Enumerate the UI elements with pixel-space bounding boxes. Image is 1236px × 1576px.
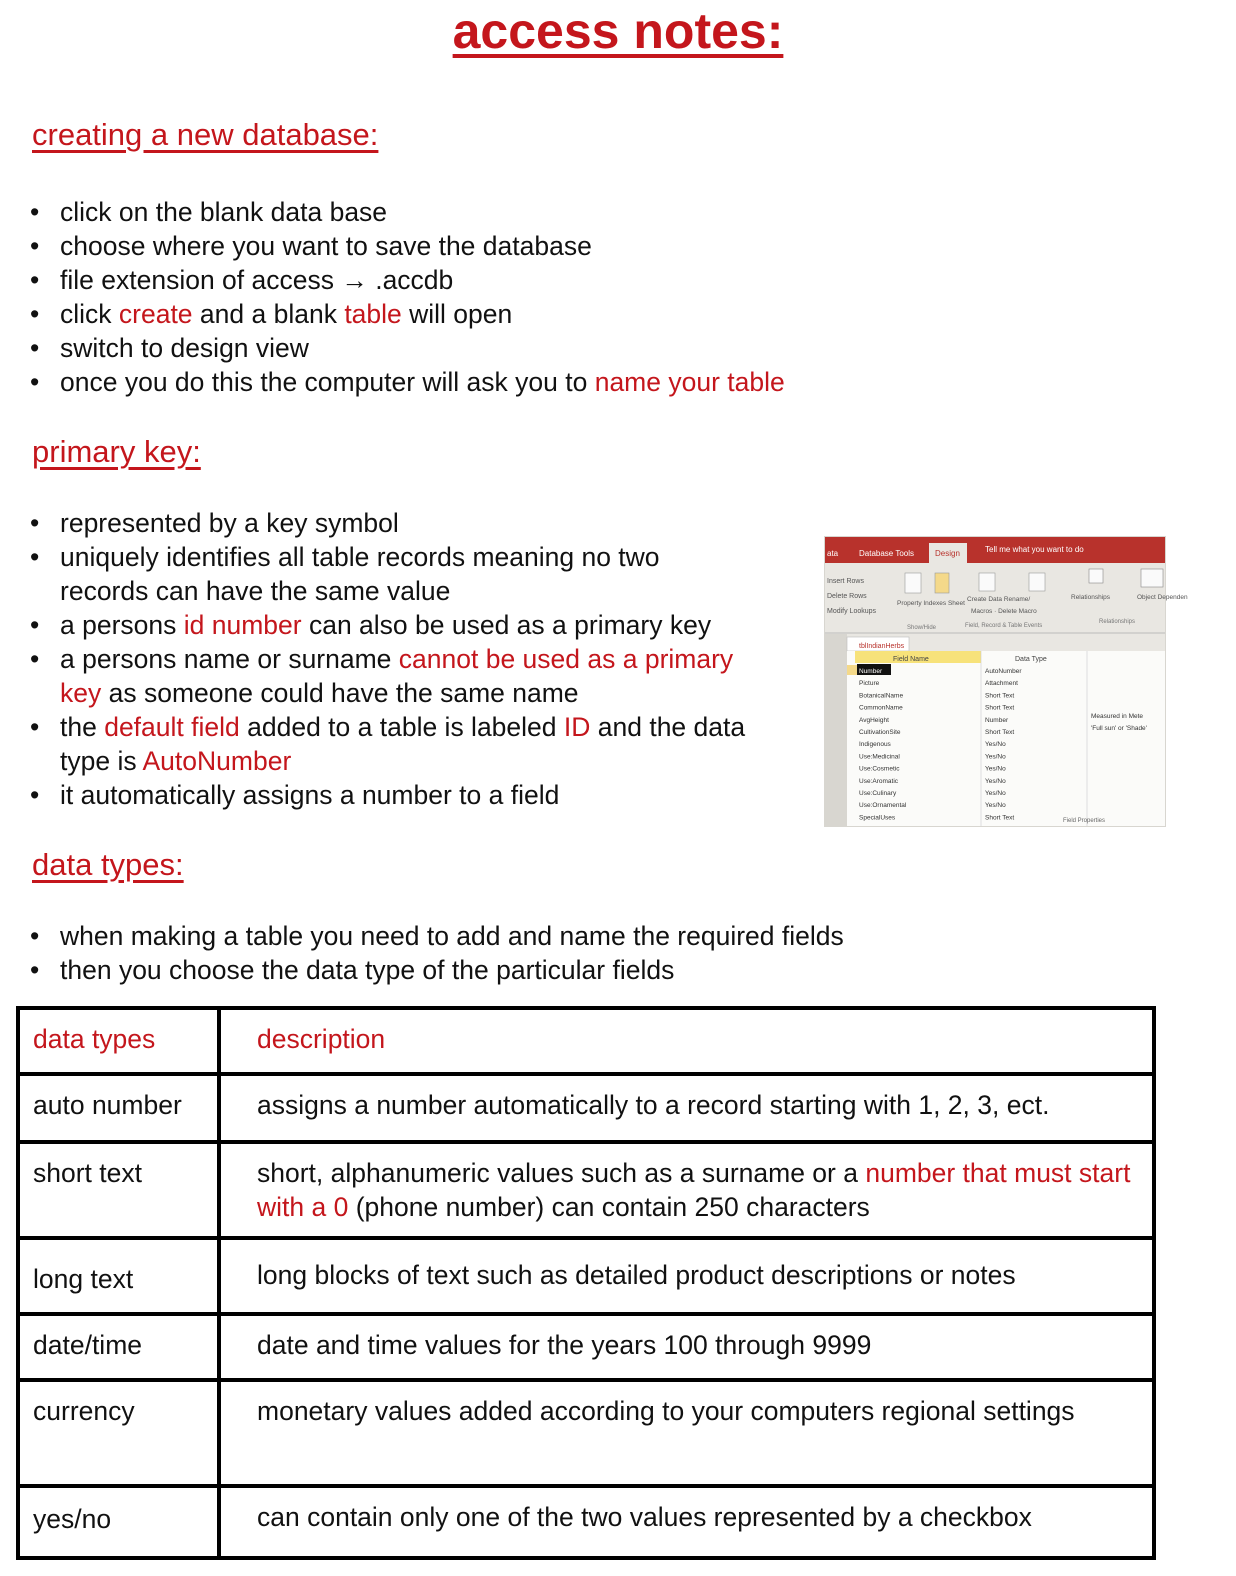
data-type-cell: Yes/No [985,790,1006,797]
svg-text:Field Name: Field Name [893,656,929,663]
svg-text:Macros · Delete Macro: Macros · Delete Macro [971,608,1037,615]
list-item: • a persons id number can also be used as a primary key [30,608,810,642]
field-name-cell: CultivationSite [859,729,901,736]
svg-text:Data Type: Data Type [1015,656,1047,663]
data-type-cell: Number [985,716,1009,724]
heading-creating-database: creating a new database: [32,117,379,152]
svg-text:Create Data Rename/: Create Data Rename/ [967,596,1031,603]
data-types-list [30,919,844,987]
svg-text:Relationships: Relationships [1071,594,1111,601]
cell-description: date and time values for the years 100 through 9999 [219,1314,1154,1380]
svg-text:Modify Lookups: Modify Lookups [827,608,877,615]
data-type-cell: AutoNumber [985,668,1022,675]
data-type-cell: Short Text [985,814,1015,822]
access-design-view-photo [824,536,1188,827]
field-name-cell: CommonName [859,704,903,712]
list-item: • click on the blank data base [30,195,785,229]
data-type-cell: Yes/No [985,802,1006,810]
cell-type: auto number [18,1074,219,1142]
list-item: • once you do this the computer will ask you to name your table [30,365,785,399]
list-item: • switch to design view [30,331,785,365]
cell-description: short, alphanumeric values such as a surname or a number that must start with a 0 (phone number) can contain 250 characters [219,1142,1154,1238]
cell-type: long text [18,1238,219,1314]
data-types-table [16,1006,1156,1560]
field-name-cell: AvgHeight [859,716,889,724]
list-item: • when making a table you need to add and name the required fields [30,919,844,953]
cell-description: monetary values added according to your computers regional settings [219,1380,1154,1486]
cell-type: yes/no [18,1486,219,1558]
data-type-cell: Short Text [985,704,1015,712]
data-type-cell: Yes/No [985,777,1006,785]
page-title: access notes: [452,3,784,59]
svg-text:Show/Hide: Show/Hide [907,625,937,631]
svg-text:Object Dependen: Object Dependen [1137,594,1188,601]
table-row [18,1486,1154,1558]
tab-database-tools: Database Tools [859,549,914,558]
data-type-cell: Yes/No [985,765,1006,773]
creating-database-list [30,195,785,399]
svg-text:Delete Rows: Delete Rows [827,593,867,600]
heading-data-types: data types: [32,847,184,882]
object-tab: tblIndianHerbs [859,643,905,650]
svg-text:Relationships: Relationships [1099,619,1136,625]
cell-type: currency [18,1380,219,1486]
field-name-cell: Number [859,668,883,675]
table-row [18,1074,1154,1142]
list-item: • represented by a key symbol [30,506,810,540]
list-item: • file extension of access → .accdb [30,263,785,297]
svg-text:Measured in Mete: Measured in Mete [1091,713,1144,720]
table-row [18,1314,1154,1380]
data-type-cell: Short Text [985,692,1015,700]
list-item: • then you choose the data type of the particular fields [30,953,844,987]
cell-description: long blocks of text such as detailed product descriptions or notes [219,1238,1154,1314]
field-name-cell: Use:Ornamental [859,802,907,810]
field-name-cell: Indigenous [859,741,891,749]
svg-text:Field, Record & Table Events: Field, Record & Table Events [965,623,1043,629]
header-description: description [219,1008,1154,1074]
table-row [18,1238,1154,1314]
svg-text:Property Indexes Sheet: Property Indexes Sheet [897,600,965,607]
field-name-cell: Use:Medicinal [859,753,900,761]
svg-text:Field Properties: Field Properties [1063,818,1106,824]
svg-text:Insert Rows: Insert Rows [827,578,864,585]
tab-design: Design [935,549,960,558]
list-item: • the default field added to a table is labeled ID and the data type is AutoNumber [30,710,810,778]
cell-description: can contain only one of the two values represented by a checkbox [219,1486,1154,1558]
data-type-cell: Yes/No [985,741,1006,749]
field-name-cell: Picture [859,680,880,688]
tell-me-box: Tell me what you want to do [985,545,1084,554]
list-item: • click create and a blank table will open [30,297,785,331]
data-type-cell: Short Text [985,729,1015,736]
list-item: • it automatically assigns a number to a field [30,778,810,812]
header-data-types: data types [18,1008,219,1074]
table-row [18,1380,1154,1486]
table-row [18,1142,1154,1238]
field-name-cell: Use:Aromatic [859,777,899,785]
field-name-cell: BotanicalName [859,692,904,700]
access-screenshot-graphic [825,537,1188,826]
list-item: • choose where you want to save the database [30,229,785,263]
data-type-cell: Yes/No [985,753,1006,761]
field-name-cell: Use:Culinary [859,790,897,797]
primary-key-list [30,506,810,812]
list-item: • uniquely identifies all table records meaning no two records can have the same value [30,540,810,608]
data-type-cell: Attachment [985,680,1018,688]
heading-primary-key: primary key: [32,434,201,469]
field-name-cell: SpecialUses [859,814,896,822]
field-name-cell: Use:Cosmetic [859,765,900,773]
cell-type: short text [18,1142,219,1238]
cell-description: assigns a number automatically to a record starting with 1, 2, 3, ect. [219,1074,1154,1142]
tab-data: ata [827,549,839,558]
svg-text:'Full sun' or 'Shade': 'Full sun' or 'Shade' [1091,725,1147,732]
list-item: • a persons name or surname cannot be used as a primary key as someone could have the same name [30,642,810,710]
table-header-row [18,1008,1154,1074]
cell-type: date/time [18,1314,219,1380]
